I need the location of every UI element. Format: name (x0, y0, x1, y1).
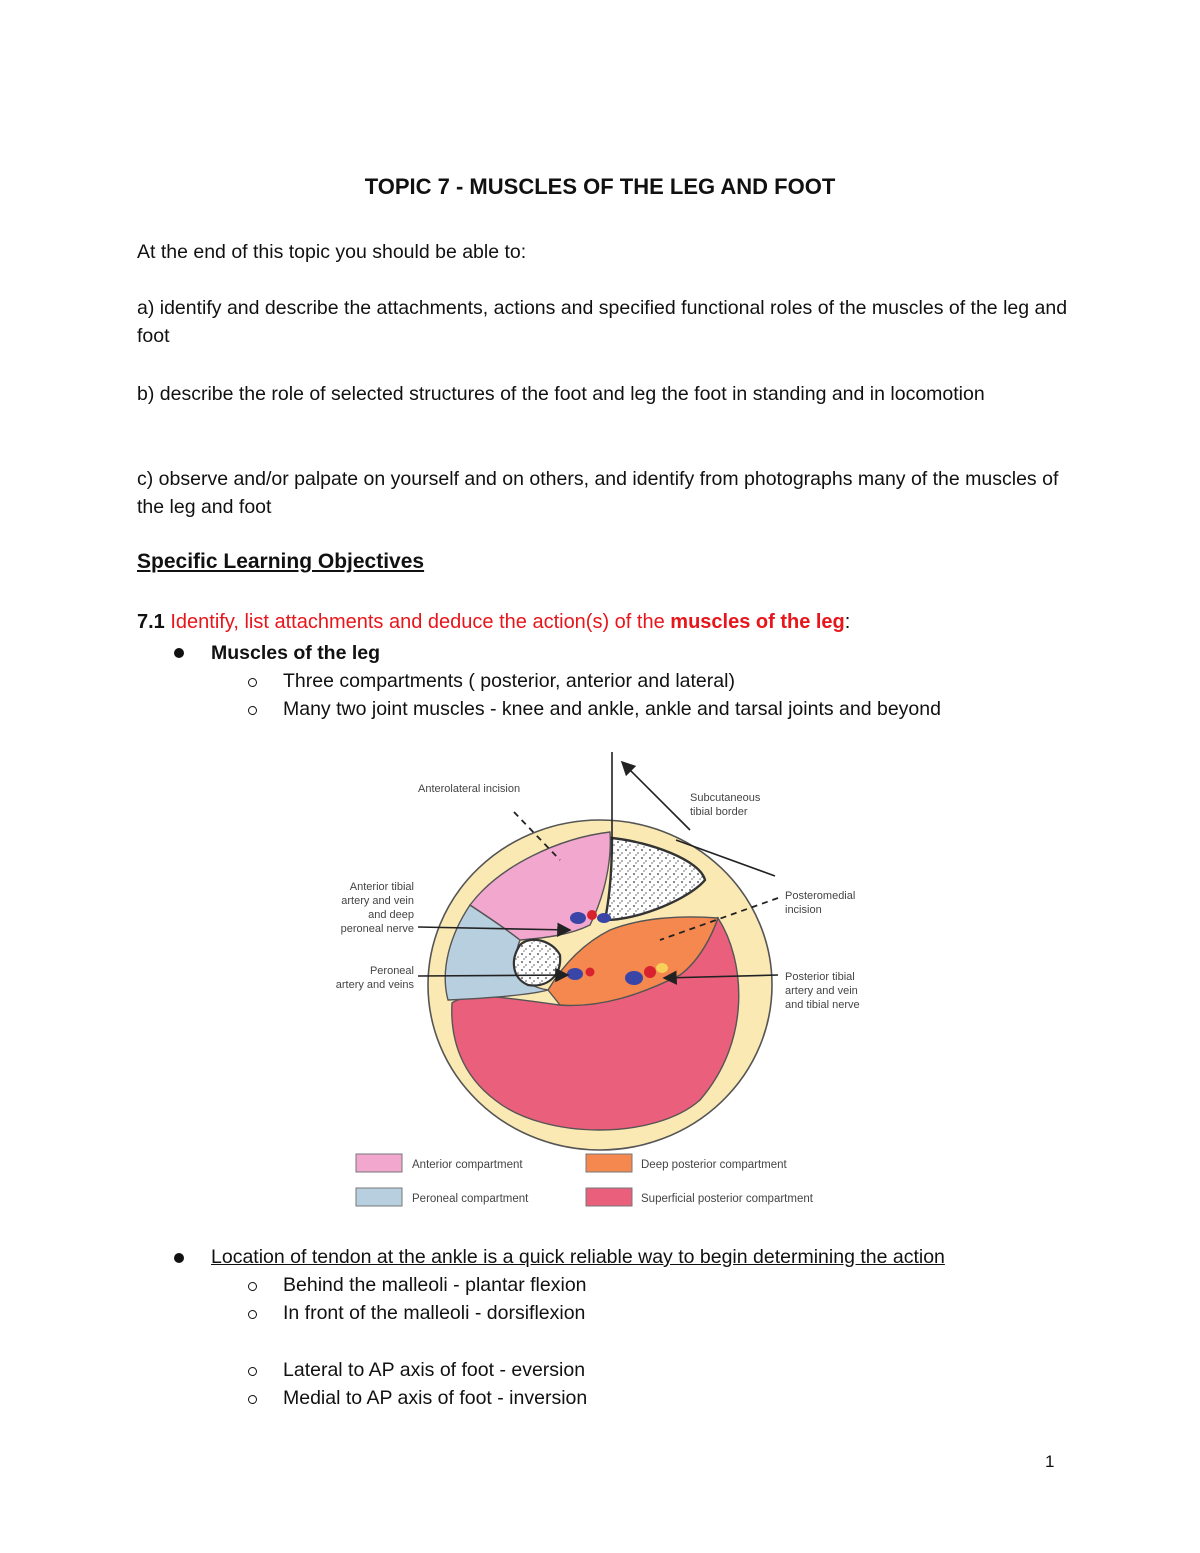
objective-c: c) observe and/or palpate on yourself and on others, and identify from photographs many of the muscles of the leg and foot (137, 468, 1059, 518)
list-item: Three compartments ( posterior, anterior and lateral) (283, 670, 735, 692)
slo-end: : (844, 611, 851, 633)
label-posterior-tibial: and tibial nerve (785, 999, 860, 1011)
legend-swatch-deep-posterior (586, 1154, 632, 1172)
circle-bullet-icon (248, 678, 257, 687)
label-anterior-tibial: and deep (368, 909, 414, 921)
label-peroneal: Peroneal (369, 965, 414, 977)
label-posteromedial: incision (785, 904, 822, 916)
bullet-icon (174, 648, 184, 658)
legend-label: Anterior compartment (412, 1159, 523, 1171)
list-item-muscles-of-leg: Muscles of the leg (211, 642, 381, 664)
legend-swatch-anterior (356, 1154, 402, 1172)
fibula-bone (514, 940, 560, 986)
label-posterior-tibial: Posterior tibial (785, 971, 855, 983)
list-item: In front of the malleoli - dorsiflexion (283, 1302, 586, 1324)
circle-bullet-icon (248, 1282, 257, 1291)
peroneal-arrow (418, 975, 568, 976)
legend-swatch-peroneal (356, 1188, 402, 1206)
slo-heading: Specific Learning Objectives (137, 550, 425, 573)
list-item-ankle-tendon: Location of tendon at the ankle is a quick reliable way to begin determining the action (211, 1246, 945, 1268)
label-anterior-tibial: Anterior tibial (349, 881, 414, 893)
bullet-icon (174, 1253, 184, 1263)
page-number: 1 (1045, 1452, 1055, 1471)
list-item: Behind the malleoli - plantar flexion (283, 1274, 587, 1296)
figure-legend (356, 1154, 814, 1206)
peroneal-artery (586, 968, 595, 977)
circle-bullet-icon (248, 1395, 257, 1404)
leg-cross-section-figure (290, 745, 890, 1225)
objective-a: a) identify and describe the attachments, actions and specified functional roles of the muscles of the leg and foot (137, 297, 1068, 347)
label-posteromedial: Posteromedial (785, 890, 856, 902)
subcutaneous-arrow (622, 762, 690, 830)
legend-label: Deep posterior compartment (641, 1159, 787, 1171)
label-peroneal: artery and veins (335, 979, 414, 991)
list-item: Medial to AP axis of foot - inversion (283, 1387, 588, 1409)
slo-bold-text: muscles of the leg (670, 611, 845, 633)
label-subcutaneous: tibial border (690, 806, 748, 818)
anterior-tibial-vein (597, 913, 611, 923)
page-title: TOPIC 7 - MUSCLES OF THE LEG AND FOOT (364, 174, 836, 199)
circle-bullet-icon (248, 1367, 257, 1376)
slo-7-1 (137, 611, 850, 634)
intro-text: At the end of this topic you should be able to: (137, 241, 527, 263)
label-posterior-tibial: artery and vein (785, 985, 858, 997)
list-item: Lateral to AP axis of foot - eversion (283, 1359, 586, 1381)
circle-bullet-icon (248, 706, 257, 715)
anterior-tibial-vein (570, 912, 586, 924)
objective-b: b) describe the role of selected structures of the foot and leg the foot in standing and in locomotion (137, 383, 985, 405)
posterior-tibial-vein (625, 971, 643, 985)
label-anterior-tibial: artery and vein (341, 895, 414, 907)
peroneal-vein (567, 968, 583, 980)
circle-bullet-icon (248, 1310, 257, 1319)
legend-label: Superficial posterior compartment (641, 1193, 813, 1205)
slo-text: Identify, list attachments and deduce the action(s) of the (164, 611, 671, 633)
anterior-tibial-artery (587, 910, 597, 920)
legend-swatch-superficial-posterior (586, 1188, 632, 1206)
tibial-nerve (656, 963, 668, 973)
posterior-tibial-artery (644, 966, 656, 978)
label-anterolateral: Anterolateral incision (418, 783, 521, 795)
list-item: Many two joint muscles - knee and ankle, ankle and tarsal joints and beyond (283, 698, 941, 720)
legend-label: Peroneal compartment (412, 1193, 529, 1205)
label-subcutaneous: Subcutaneous (690, 792, 761, 804)
slo-number: 7.1 (137, 611, 165, 633)
label-anterior-tibial: peroneal nerve (340, 923, 414, 935)
